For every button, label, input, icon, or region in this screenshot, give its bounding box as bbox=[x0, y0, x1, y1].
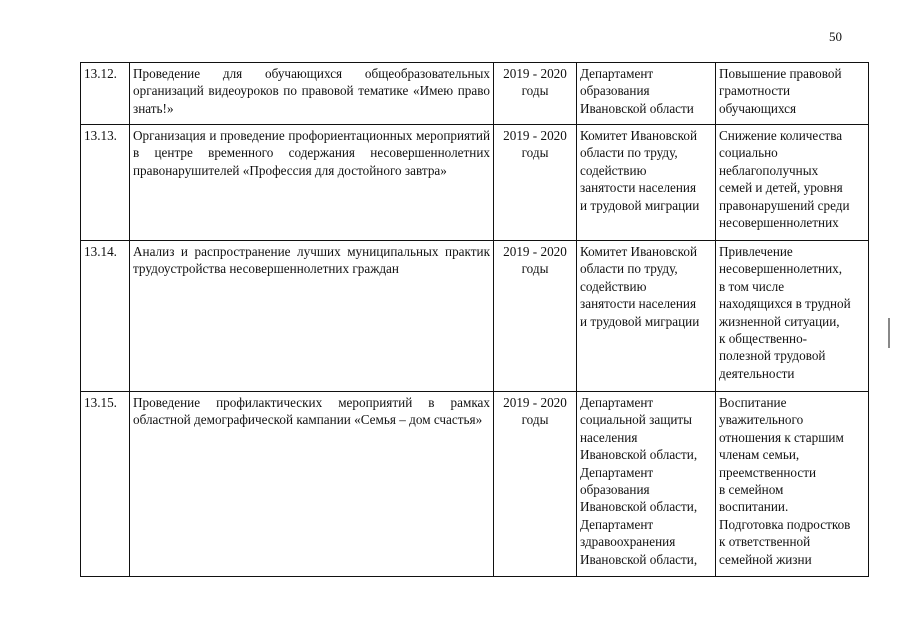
result-line: Воспитание bbox=[719, 395, 787, 410]
result-line: социально bbox=[719, 145, 778, 161]
executor-line: Департамент bbox=[580, 395, 654, 410]
row-number: 13.15. bbox=[81, 392, 130, 577]
term-cell bbox=[494, 241, 577, 392]
executor-line: и трудовой миграции bbox=[580, 313, 700, 329]
executor-line: содействию bbox=[580, 162, 647, 178]
result-line: деятельности bbox=[719, 365, 795, 381]
term-years: 2019 - 2020 bbox=[503, 66, 567, 81]
result-line: уважительного bbox=[719, 412, 804, 428]
executor-line: Департамент bbox=[580, 464, 654, 480]
term-years: 2019 - 2020 bbox=[503, 128, 567, 143]
executor-line: социальной защиты bbox=[580, 412, 693, 428]
term-unit: годы bbox=[521, 412, 549, 428]
term-years: 2019 - 2020 bbox=[503, 244, 567, 259]
term-cell bbox=[494, 125, 577, 241]
executor-line: здравоохранения bbox=[580, 534, 676, 550]
executor-line: населения bbox=[580, 429, 638, 445]
executor-line: содействию bbox=[580, 278, 647, 294]
row-number: 13.13. bbox=[81, 125, 130, 241]
executor-line: занятости населения bbox=[580, 180, 697, 196]
term-unit: годы bbox=[521, 145, 549, 161]
executor-line: образования bbox=[580, 83, 650, 99]
executor-line: Ивановской области, bbox=[580, 551, 698, 567]
result-line: несовершеннолетних, bbox=[719, 261, 843, 277]
measures-table bbox=[80, 62, 869, 577]
result-line: жизненной ситуации, bbox=[719, 313, 840, 329]
result-cell bbox=[716, 241, 869, 392]
row-number: 13.14. bbox=[81, 241, 130, 392]
row-number: 13.12. bbox=[81, 63, 130, 125]
term-unit: годы bbox=[521, 83, 549, 99]
result-line: несовершеннолетних bbox=[719, 215, 839, 231]
table-row bbox=[81, 125, 869, 241]
term-cell bbox=[494, 392, 577, 577]
result-cell bbox=[716, 63, 869, 125]
executor-line: занятости населения bbox=[580, 296, 697, 312]
term-unit: годы bbox=[521, 261, 549, 277]
term-years: 2019 - 2020 bbox=[503, 395, 567, 410]
executor-line: области по труду, bbox=[580, 145, 678, 161]
result-line: Снижение количества bbox=[719, 128, 843, 143]
executor-cell bbox=[577, 125, 716, 241]
result-cell bbox=[716, 125, 869, 241]
result-line: в том числе bbox=[719, 278, 785, 294]
scan-mark bbox=[888, 318, 890, 348]
result-line: воспитании. bbox=[719, 499, 789, 515]
result-cell bbox=[716, 392, 869, 577]
result-line: семей и детей, уровня bbox=[719, 180, 843, 196]
table-row bbox=[81, 392, 869, 577]
executor-line: Департамент bbox=[580, 66, 654, 81]
executor-line: Комитет Ивановской bbox=[580, 128, 698, 143]
executor-cell bbox=[577, 63, 716, 125]
result-line: правонарушений среди bbox=[719, 197, 850, 213]
result-line: Подготовка подростков bbox=[719, 516, 851, 532]
result-line: в семейном bbox=[719, 482, 784, 498]
result-line: Привлечение bbox=[719, 244, 793, 259]
executor-cell bbox=[577, 392, 716, 577]
result-line: грамотности bbox=[719, 83, 791, 99]
executor-line: Ивановской области, bbox=[580, 499, 698, 515]
result-line: отношения к старшим bbox=[719, 429, 844, 445]
executor-line: Ивановской области bbox=[580, 100, 694, 116]
result-line: к ответственной bbox=[719, 534, 811, 550]
result-line: к общественно- bbox=[719, 331, 808, 347]
executor-line: образования bbox=[580, 482, 650, 498]
result-line: находящихся в трудной bbox=[719, 296, 851, 312]
result-line: Повышение правовой bbox=[719, 66, 842, 81]
term-cell bbox=[494, 63, 577, 125]
result-line: преемственности bbox=[719, 464, 817, 480]
executor-line: Департамент bbox=[580, 516, 654, 532]
executor-line: области по труду, bbox=[580, 261, 678, 277]
activity-cell: Проведение для обучающихся общеобразовательных организаций видеоуроков по правовой тематике «Имею право знать!» bbox=[130, 63, 494, 125]
activity-cell: Организация и проведение профориентационных мероприятий в центре временного содержания несовершеннолетних правонарушителей «Профессия для достойного завтра» bbox=[130, 125, 494, 241]
page-number: 50 bbox=[829, 29, 842, 44]
table-row bbox=[81, 241, 869, 392]
result-line: семейной жизни bbox=[719, 551, 812, 567]
executor-line: Комитет Ивановской bbox=[580, 244, 698, 259]
executor-line: и трудовой миграции bbox=[580, 197, 700, 213]
executor-cell bbox=[577, 241, 716, 392]
result-line: полезной трудовой bbox=[719, 348, 826, 364]
executor-line: Ивановской области, bbox=[580, 447, 698, 463]
table-row bbox=[81, 63, 869, 125]
result-line: неблагополучных bbox=[719, 162, 819, 178]
activity-cell: Анализ и распространение лучших муниципальных практик трудоустройства несовершеннолетних граждан bbox=[130, 241, 494, 392]
result-line: членам семьи, bbox=[719, 447, 800, 463]
result-line: обучающихся bbox=[719, 100, 797, 116]
activity-cell: Проведение профилактических мероприятий в рамках областной демографической кампании «Семья – дом счастья» bbox=[130, 392, 494, 577]
